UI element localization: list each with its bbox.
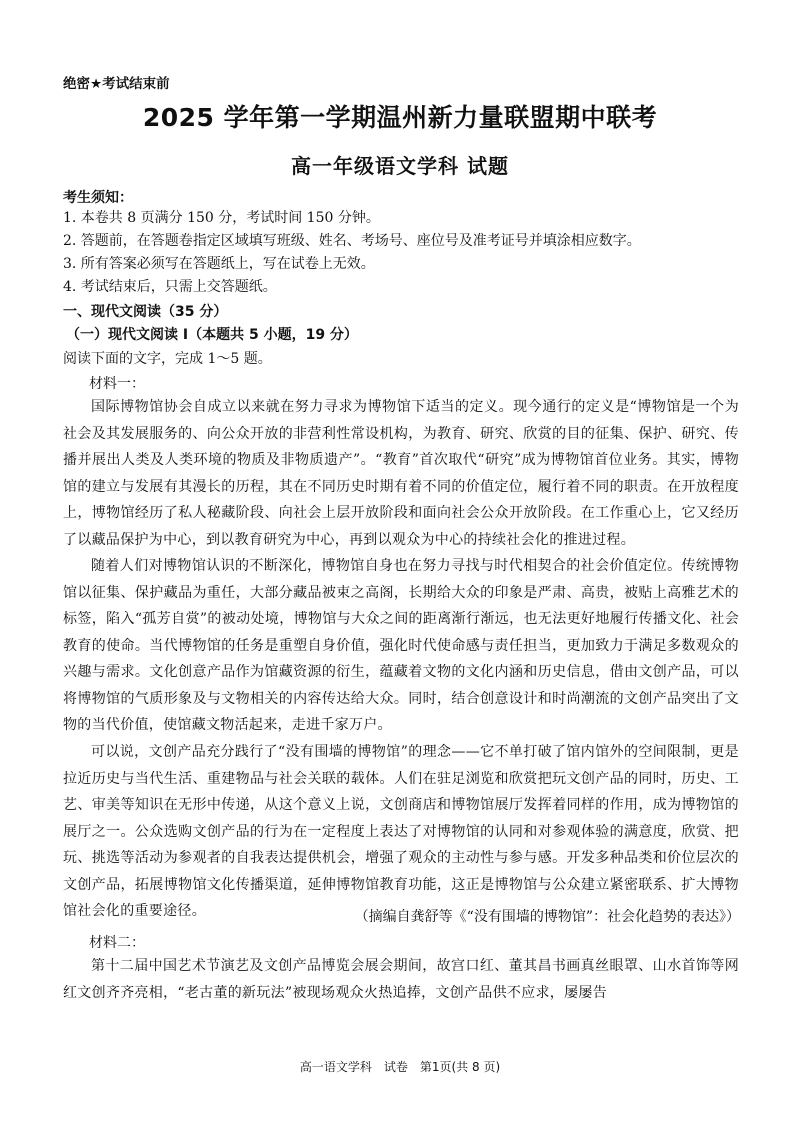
notice-heading: 考生须知： (63, 190, 133, 206)
page-footer: 高一语文学科 试卷 第1页(共 8 页) (299, 1060, 501, 1074)
material-1-paragraph: 国际博物馆协会自成立以来就在努力寻求为博物馆下适当的定义。现今通行的定义是“博物馆是一个为社会及其发展服务的、向公众开放的非营利性常设机构，为教育、研究、欣赏的目的征集、保护、研究、传播并展出人类及人类环境的物质及非物质遗产”。“教育”首次取代“研究”成为博物馆首位业务。其实，博物馆的建立与发展有其漫长的历程，其在不同历史时期有着不同的价值定位，履行着不同的职责。在开放程度上，博物馆经历了私人秘藏阶段、向社会上层开放阶段和面向社会公众开放阶段。在工作重心上，它又经历了以藏品保护为中心，到以教育研究为中心，再到以观众为中心的持续社会化的推进过程。 (63, 399, 739, 548)
reading-instruction: 阅读下面的文字，完成 1～5 题。 (63, 351, 272, 367)
notice-item: 3. 所有答案必须写在答题纸上，写在试卷上无效。 (63, 256, 375, 272)
material-1-label: 材料一： (89, 376, 145, 392)
material-1-paragraph: 可以说，文创产品充分践行了“没有围墙的博物馆”的理念——它不单打破了馆内馆外的空间限制，更是拉近历史与当代生活、重建物品与社会关联的载体。人们在驻足浏览和欣赏把玩文创产品的同时，历史、工艺、审美等知识在无形中传递，从这个意义上说，文创商店和博物馆展厅发挥着同样的作用，成为博物馆的展厅之一。公众选购文创产品的行为在一定程度上表达了对博物馆的认同和对参观体验的满意度，欣赏、把玩、挑选等活动为参观者的自我表达提供机会，增强了观众的主动性与参与感。开发多种品类和价位层次的文创产品，拓展博物馆文化传播渠道，延伸博物馆教育功能，这正是博物馆与公众建立紧密联系、扩大博物馆社会化的重要途径。 (63, 744, 739, 919)
notice-item: 2. 答题前，在答题卷指定区域填写班级、姓名、考场号、座位号及准考证号并填涂相应数字。 (63, 233, 641, 249)
exam-subtitle: 高一年级语文学科 试题 (291, 154, 509, 178)
material-1-paragraph: 随着人们对博物馆认识的不断深化，博物馆自身也在努力寻找与时代相契合的社会价值定位。传统博物馆以征集、保护藏品为重任，大部分藏品被束之高阁，长期给大众的印象是严肃、高贵，被贴上高雅艺术的标签，陷入“孤芳自赏”的被动处境，博物馆与大众之间的距离渐行渐远，也无法更好地履行传播文化、社会教育的使命。当代博物馆的任务是重塑自身价值，强化时代使命感与责任担当，更加致力于满足多数观众的兴趣与需求。文化创意产品作为馆藏资源的衍生，蕴藏着文物的文化内涵和历史信息，借由文创产品，可以将博物馆的气质形象及与文物相关的内容传达给大众。同时，结合创意设计和时尚潮流的文创产品突出了文物的当代价值，使馆藏文物活起来，走进千家万户。 (63, 558, 739, 733)
notice-item: 1. 本卷共 8 页满分 150 分，考试时间 150 分钟。 (63, 210, 380, 226)
section-heading: 一、现代文阅读（35 分） (63, 304, 228, 320)
exam-title: 2025 学年第一学期温州新力量联盟期中联考 (142, 103, 658, 132)
confidential-label: 绝密★考试结束前 (63, 76, 170, 92)
material-1-source: （摘编自龚舒等《“没有围墙的博物馆”：社会化趋势的表达》） (354, 909, 740, 925)
material-2-paragraph: 第十二届中国艺术节演艺及文创产品博览会展会期间，故宫口红、董其昌书画真丝眼罩、山水首饰等网红文创齐齐亮相，“老古董的新玩法”被现场观众火热追捧，文创产品供不应求，屡屡告 (63, 958, 739, 1001)
material-2-label: 材料二： (89, 935, 145, 951)
subsection-heading: （一）现代文阅读 I（本题共 5 小题，19 分） (66, 327, 358, 343)
notice-item: 4. 考试结束后，只需上交答题纸。 (63, 279, 277, 295)
